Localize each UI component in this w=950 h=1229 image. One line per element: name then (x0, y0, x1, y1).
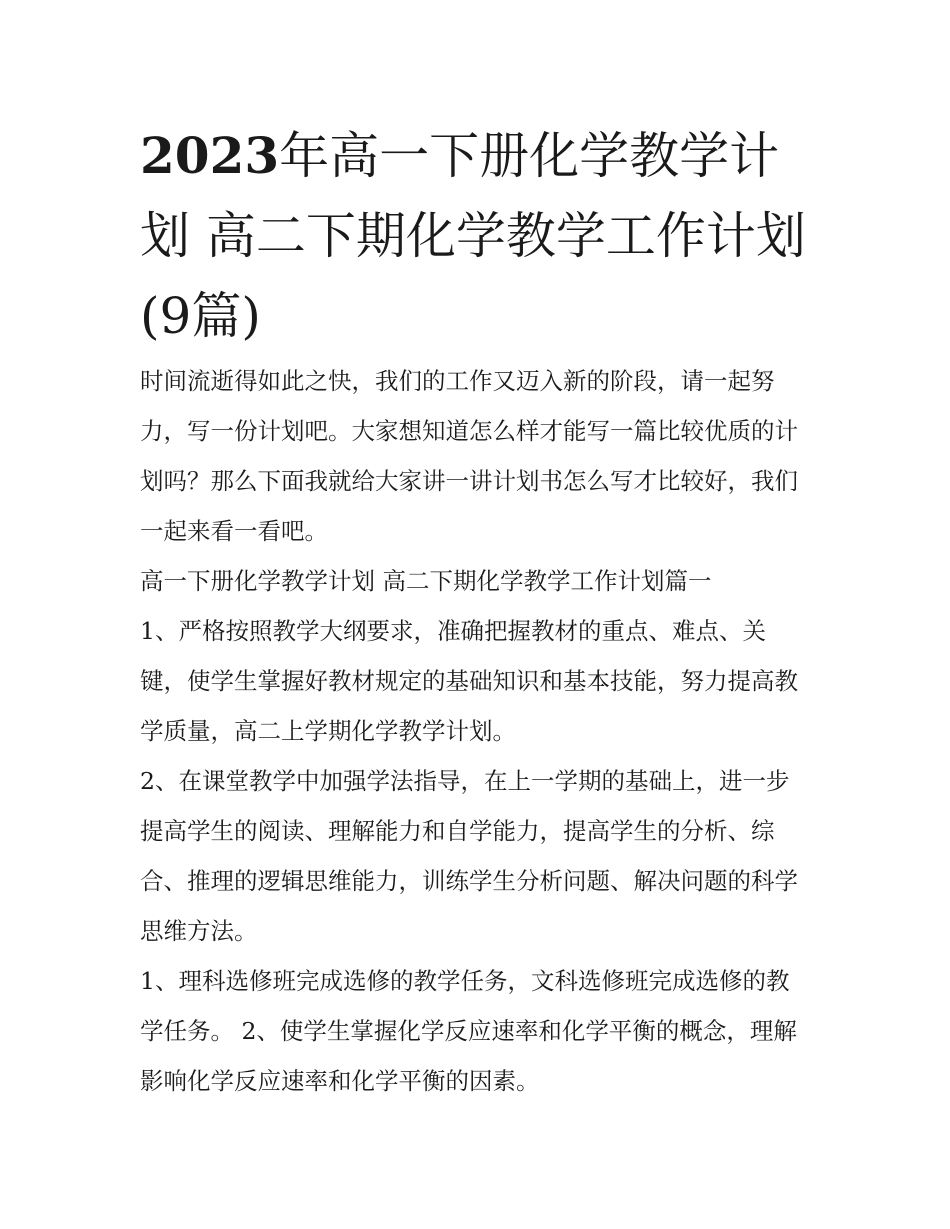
document-page (140, 0, 816, 1229)
section-heading: 高一下册化学教学计划 高二下期化学教学工作计划篇一 (140, 567, 712, 595)
document-body (140, 356, 812, 1106)
paragraph-item-2: 2、在课堂教学中加强学法指导，在上一学期的基础上，进一步提高学生的阅读、理解能力和自学能力，提高学生的分析、综合、推理的逻辑思维能力，训练学生分析问题、解决问题的科学思维方法。 (140, 767, 798, 945)
title-text: 年高一下册化学教学计划 高二下期化学教学工作计划(9篇) (140, 127, 806, 345)
paragraph-item-3: 1、理科选修班完成选修的教学任务，文科选修班完成选修的教学任务。 2、使学生掌握化学反应速率和化学平衡的概念，理解影响化学反应速率和化学平衡的因素。 (140, 967, 797, 1095)
paragraph-item-1: 1、严格按照教学大纲要求，准确把握教材的重点、难点、关键，使学生掌握好教材规定的基础知识和基本技能，努力提高教学质量，高二上学期化学教学计划。 (140, 617, 798, 745)
title-year: 2023 (140, 126, 280, 185)
document-title (140, 116, 816, 356)
intro-paragraph: 时间流逝得如此之快，我们的工作又迈入新的阶段，请一起努力，写一份计划吧。大家想知道怎么样才能写一篇比较优质的计划吗？那么下面我就给大家讲一讲计划书怎么写才比较好，我们一起来看一看吧。 (140, 367, 798, 545)
